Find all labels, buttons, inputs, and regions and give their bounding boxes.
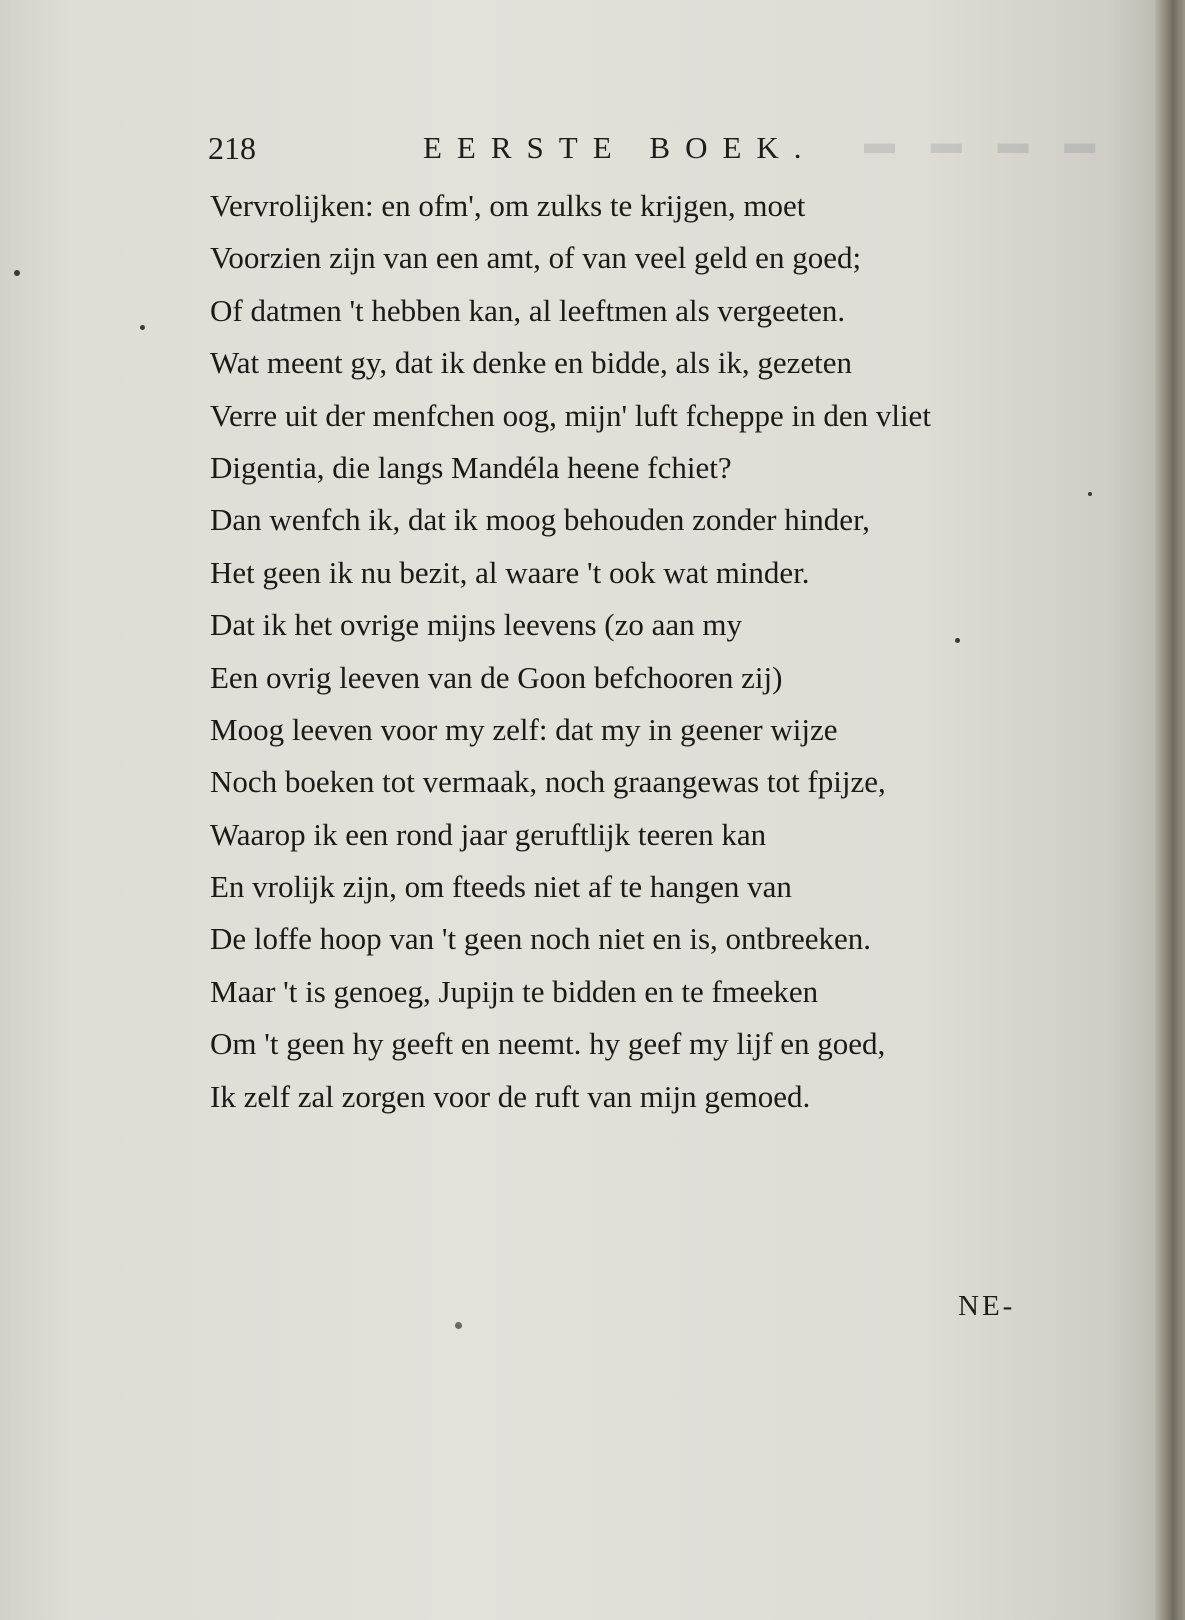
verse-line: Wat meent gy, dat ik denke en bidde, als ik, gezeten bbox=[210, 345, 852, 381]
verse-line: Verre uit der menfchen oog, mijn' luft fcheppe in den vliet bbox=[210, 397, 931, 433]
running-head: EERSTE BOEK. bbox=[423, 130, 817, 165]
book-spine-edge bbox=[1155, 0, 1185, 1620]
verse-line: Digentia, die langs Mandéla heene fchiet? bbox=[210, 449, 732, 485]
verse-line: De loffe hoop van 't geen noch niet en is, ontbreeken. bbox=[210, 921, 871, 957]
verse-line: Dat ik het ovrige mijns leevens (zo aan my bbox=[210, 607, 743, 643]
verse-line: Het geen ik nu bezit, al waare 't ook wat minder. bbox=[210, 554, 810, 590]
verse-line: Om 't geen hy geeft en neemt. hy geef my lijf en goed, bbox=[210, 1026, 886, 1062]
show-through-mark: ▬ ▬ ▬ ▬ bbox=[850, 125, 1096, 160]
verse-line: Of datmen 't hebben kan, al leeftmen als vergeeten. bbox=[210, 292, 846, 328]
verse-line: En vrolijk zijn, om fteeds niet af te hangen van bbox=[210, 869, 792, 905]
verse-line: Moog leeven voor my zelf: dat my in geener wijze bbox=[210, 711, 838, 747]
paper-speck bbox=[455, 1322, 462, 1329]
verse-line: Dan wenfch ik, dat ik moog behouden zonder hinder, bbox=[210, 502, 870, 538]
verse-block bbox=[210, 180, 1070, 1123]
page-number: 218 bbox=[208, 130, 256, 166]
verse-line: Ik zelf zal zorgen voor de ruft van mijn gemoed. bbox=[210, 1078, 811, 1114]
verse-line: Voorzien zijn van een amt, of van veel geld en goed; bbox=[210, 240, 862, 276]
verse-line: Waarop ik een rond jaar geruftlijk teeren kan bbox=[210, 816, 767, 852]
verse-line: Noch boeken tot vermaak, noch graangewas tot fpijze, bbox=[210, 764, 886, 800]
paper-speck bbox=[1088, 492, 1092, 496]
paper-speck bbox=[140, 325, 145, 330]
catchword: NE- bbox=[958, 1290, 1016, 1322]
verse-line: Maar 't is genoeg, Jupijn te bidden en te fmeeken bbox=[210, 973, 819, 1009]
verse-line: Vervrolijken: en ofm', om zulks te krijgen, moet bbox=[210, 188, 806, 223]
paper-speck bbox=[14, 270, 20, 276]
verse-line: Een ovrig leeven van de Goon befchooren zij) bbox=[210, 659, 783, 695]
